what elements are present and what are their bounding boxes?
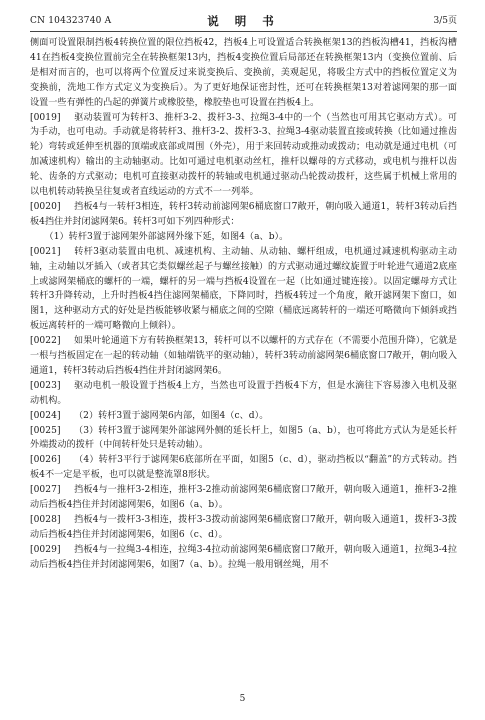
page-number: 5 [239,694,246,704]
paragraph-number: [0023] [30,380,61,391]
paragraph-text: （3）转杆3置于滤网架外部滤网外侧的延长杆上，如图5（a、b），也可将此方式认为是延长杆外端拨动的拨杆（中间转杆处只是转动轴）。 [30,425,457,451]
paragraph-number: [0029] [30,544,61,555]
paragraph [30,379,457,409]
page-header [30,12,457,30]
paragraph [30,424,457,454]
paragraph [30,513,457,543]
paragraph [30,543,457,573]
paragraph [30,409,457,424]
paragraph-number: [0021] [30,246,61,257]
paragraph-text: （4）转杆3平行于滤网架6底部所在平面，如图5（c、d），驱动挡板以“翻盖”的方式转动。挡板4不一定是平板，也可以就是整流罩8形状。 [30,455,457,481]
paragraph-text: 挡板4与一拨杆3-3相连，拨杆3-3拨动前滤网架6桶底窗口7敞开，朝向吸入通道1，拨杆3-3拨动后挡板4挡住并封闭滤网架6，如图6（c、d）。 [30,515,457,540]
paragraph [30,245,457,334]
paragraph [30,200,457,230]
paragraph-text: （1）转杆3置于滤网架外部滤网外缘下延，如图4（a、b）。 [44,231,289,242]
paragraph-text: 侧面可设置限制挡板4转换位置的限位挡板42，挡板4上可设置适合转换框架13的挡板沟槽41，挡板沟槽41在挡板4变换位置前完全在转换框架13内，挡板4变换位置后局部还在转换框架13内（变换位置前、后是相对而言的，也可以将两个位置反过来说变换后、变换前，美观起见，将吸尘方式中的挡板位置定义为变换前，洗地工作方式定义为变换后）。为了更好地保证密封性，还可在转换框架13对着滤网架的那一面设置一些有弹性的凸起的弹簧片或橡胶垫，橡胶垫也可设置在挡板4上。 [30,38,457,108]
paragraph [30,230,457,245]
paragraph-text: 驱动装置可为转杆3、推杆3-2、拨杆3-3、拉绳3-4中的一个（当然也可用其它驱动方式）。可为手动，也可电动。手动就是将转杆3、推杆3-2、拨杆3-3、拉绳3-4驱动装置直接或转换（比如通过推齿轮）弯转或延伸至机器的顶端或底部或周围（外壳），用于来回转动或推动或拨动；电动就是通过电机（可加减速机构）输出的主动轴驱动。比如可通过电机驱动丝杠，推杆以螺母的方式移动，或电机与推杆以齿轮、齿条的方式驱动；电机可直接驱动拨杆的转轴或电机通过驱动凸轮拨动拨杆，这些属于机械上常用的以电机转动转换呈往复或者直线运动的方式不一一列举。 [30,112,457,198]
paragraph-text: 挡板4与一推杆3-2相连，推杆3-2推动前滤网架6桶底窗口7敞开，朝向吸入通道1，推杆3-2推动后挡板4挡住并封闭滤网架6，如图6（a、b）。 [30,485,457,511]
paragraph-number: [0026] [30,455,61,466]
paragraph-number: [0020] [30,201,61,212]
paragraph-number: [0027] [30,485,61,496]
page-indicator: 3/5页 [433,16,457,26]
paragraph-number: [0024] [30,410,61,421]
document-body [30,36,457,573]
paragraph [30,453,457,483]
paragraph-text: 驱动电机一般设置于挡板4上方，当然也可设置于挡板4下方，但是水滴往下容易渗入电机及驱动机构。 [30,380,457,406]
paragraph-number: [0022] [30,336,61,347]
paragraph-text: （2）转杆3置于滤网架6内部，如图4（c、d）。 [74,410,269,421]
document-title: 说 明 书 [207,14,280,28]
header-rule [30,31,457,32]
paragraph [30,36,457,111]
paragraph [30,334,457,379]
paragraph-text: 如果叶轮通道下方有转换框架13，转杆可以不以螺杆的方式存在（不需要小范围升降），它就是一根与挡板固定在一起的转动轴（如轴端铣平的驱动轴），转杆3转动前滤网架6桶底窗口7敞开，朝向吸入通道1，转杆3转动后挡板4挡住并封闭滤网架6。 [30,336,457,376]
paragraph [30,111,457,200]
paragraph-text: 转杆3驱动装置由电机、减速机构、主动轴、从动轴、螺杆组成，电机通过减速机构驱动主动轴，主动轴以牙插入（或者其它类似螺丝起子与螺丝接触）的方式驱动通过螺纹旋置于叶轮进气通道2底座上或滤网架桶底的螺杆的一端，螺杆的另一端与挡板4设置在一起（比如通过键连接）。以固定螺母方式让转杆3升降转动，上升时挡板4挡住滤网架桶底，下降同时，挡板4转过一个角度，敞开滤网架下窗口，如图1，这种驱动方式的好处是挡板能够收紧与桶底之间的空隙（桶底远离转杆的一端还可略微向下倾斜或挡板远离转杆的一端可略微向上倾斜）。 [30,246,457,332]
paragraph-text: 挡板4与一转杆3相连，转杆3转动前滤网架6桶底窗口7敞开，朝向吸入通道1，转杆3转动后挡板4挡住并封闭滤网架6。转杆3可如下列四种形式： [30,201,457,227]
paragraph-text: 挡板4与一拉绳3-4相连，拉绳3-4拉动前滤网架6桶底窗口7敞开，朝向吸入通道1，拉绳3-4拉动后挡板4挡住并封闭滤网架6，如图7（a、b）。拉绳一般用钢丝绳，用不 [30,544,457,570]
paragraph-number: [0028] [30,515,61,525]
paragraph-number: [0025] [30,425,61,436]
publication-number: CN 104323740 A [30,16,112,26]
paragraph-number: [0019] [30,112,61,123]
paragraph [30,483,457,513]
